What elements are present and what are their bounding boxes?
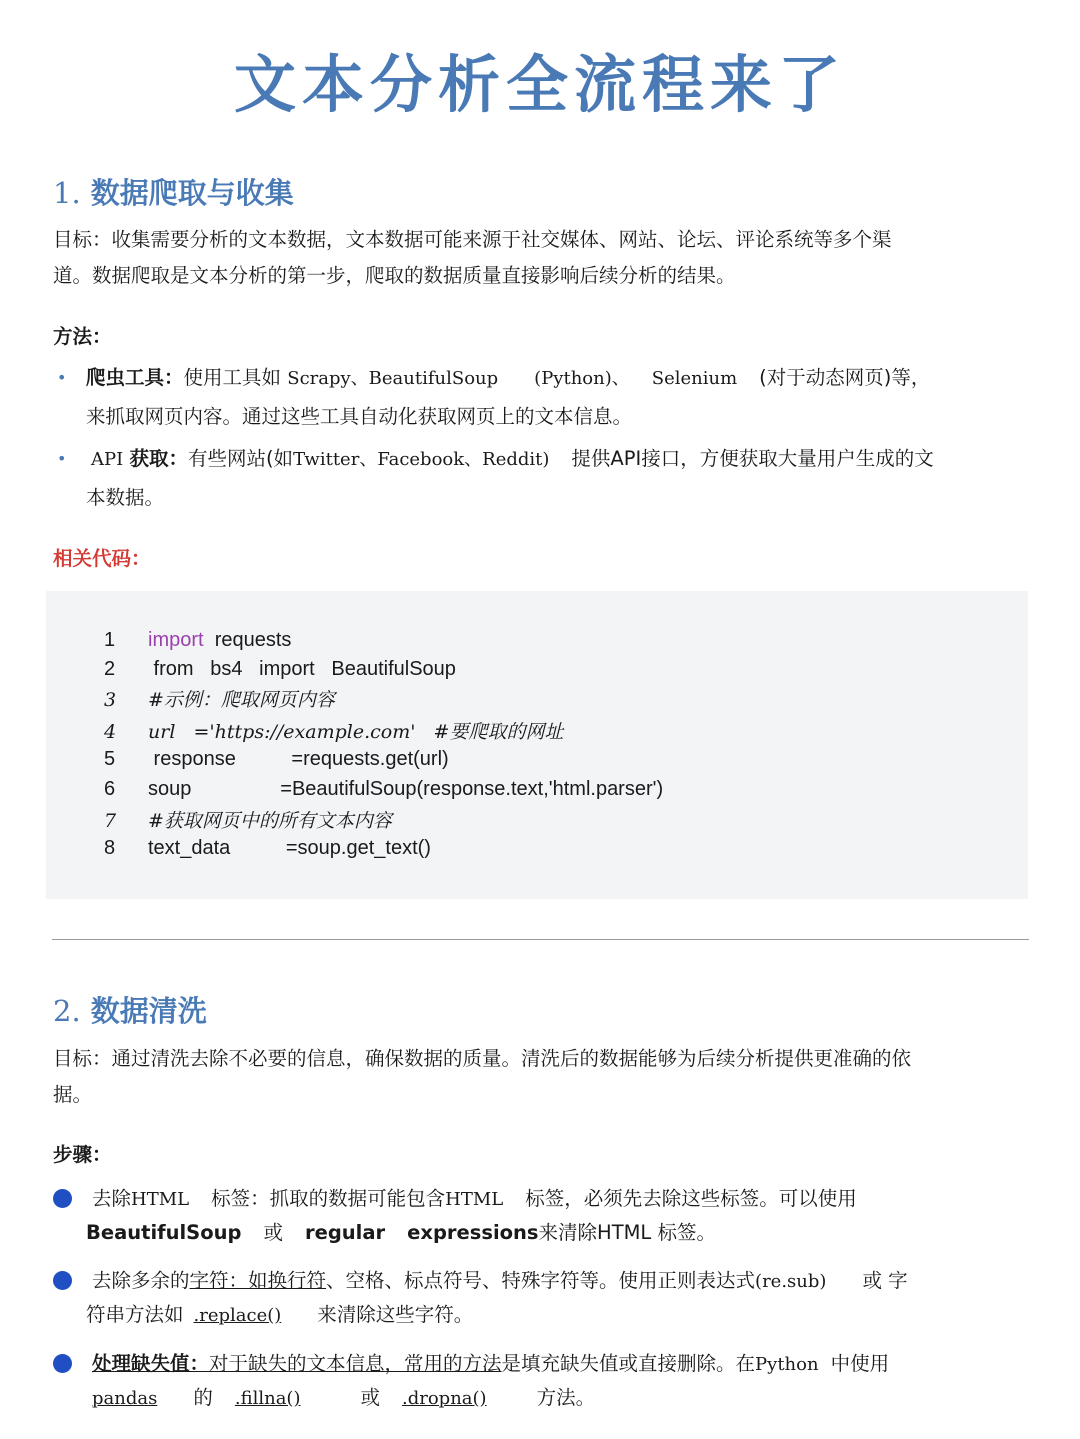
step-item-remove-chars: 去除多余的字符：如换行符、空格、标点符号、特殊字符等。使用正则表达式(re.sub) 或 字 符串方法如 .replace() 来清除这些字符。 (86, 1269, 908, 1326)
code-line: 4 url ='https://example.com' #要爬取的网址 (104, 721, 564, 743)
bullet-dot-icon (53, 1189, 72, 1208)
section-2-title: 数据清洗 (90, 994, 207, 1028)
step-item-remove-html: 去除HTML 标签：抓取的数据可能包含HTML 标签，必须先去除这些标签。可以使用 BeautifulSoup 或 regular expressions来清除HTML 标签。 (86, 1187, 857, 1244)
code-label: 相关代码： (53, 547, 151, 570)
code-line: 2 from bs4 import BeautifulSoup (104, 658, 456, 680)
bullet-icon: • (57, 368, 67, 387)
goal-line: 目标：收集需要分析的文本数据，文本数据可能来源于社交媒体、网站、论坛、评论系统等多个渠 (53, 228, 892, 251)
method-item-api: • API 获取：有些网站(如Twitter、Facebook、Reddit) 提供API接口，方便获取大量用户生成的文 本数据。 (53, 440, 1023, 517)
section-1-goal (53, 222, 1018, 294)
goal-line: 据。 (53, 1083, 93, 1106)
method-item-crawler: • 爬虫工具：使用工具如 Scrapy、BeautifulSoup (Python)、 Selenium (对于动态网页)等， 来抓取网页内容。通过这些工具自动化获取网页上的文本信息。 (53, 359, 1023, 436)
bullet-icon: • (57, 449, 67, 468)
code-line: 7 #获取网页中的所有文本内容 (104, 810, 392, 832)
section-1-heading (53, 173, 294, 213)
code-line: 1 import requests (104, 629, 292, 651)
step-item-missing-values: 处理缺失值：对于缺失的文本信息，常用的方法是填充缺失值或直接删除。在Python 中使用 pandas 的 .fillna() 或 .dropna() 方法。 (92, 1352, 890, 1409)
code-line: 8 text_data =soup.get_text() (104, 837, 431, 859)
method-head: 获取： (129, 447, 188, 470)
bullet-dot-icon (53, 1271, 72, 1290)
steps-label: 步骤： (53, 1143, 112, 1166)
code-line: 6 soup =BeautifulSoup(response.text,'html.parser') (104, 778, 664, 800)
page-title: 文本分析全流程来了 (233, 48, 846, 121)
section-2-heading (53, 991, 207, 1031)
code-keyword: import (148, 629, 204, 651)
methods-label: 方法： (53, 325, 112, 348)
code-line: 3 #示例：爬取网页内容 (104, 689, 335, 711)
section-1-title: 数据爬取与收集 (90, 176, 294, 210)
method-head: 爬虫工具： (86, 366, 184, 389)
code-line: 5 response =requests.get(url) (104, 748, 449, 770)
goal-line: 目标：通过清洗去除不必要的信息，确保数据的质量。清洗后的数据能够为后续分析提供更准确的依 (53, 1047, 912, 1070)
code-block (46, 591, 1028, 899)
section-divider (52, 939, 1029, 940)
section-1-number: 1. (53, 176, 81, 210)
section-2-number: 2. (53, 994, 81, 1028)
section-2-goal (53, 1041, 1018, 1113)
goal-line: 道。数据爬取是文本分析的第一步，爬取的数据质量直接影响后续分析的结果。 (53, 264, 736, 287)
bullet-dot-icon (53, 1354, 72, 1373)
